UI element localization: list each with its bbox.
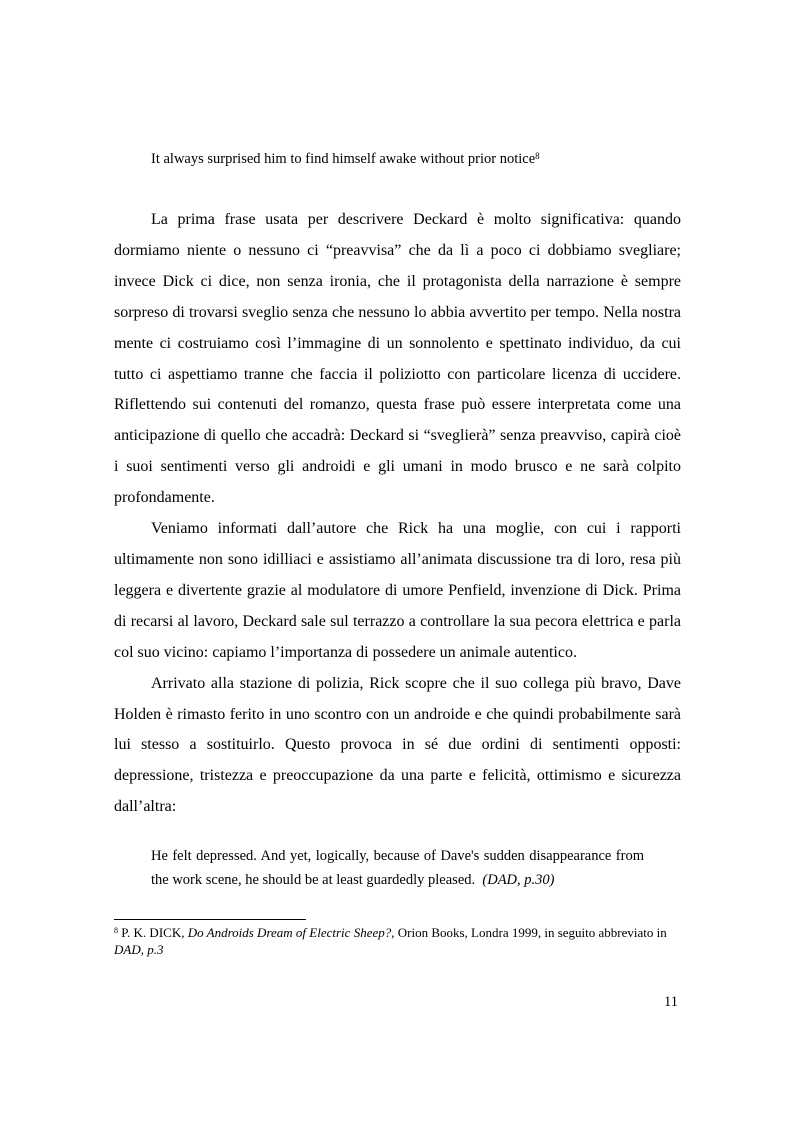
block-quote-citation: (DAD, p.30) — [482, 872, 555, 888]
footnote-publisher: , Orion Books, Londra 1999, — [391, 925, 542, 940]
footnote-number: 8 — [114, 926, 118, 935]
footnote-reference[interactable]: 8 — [535, 151, 540, 161]
body-text — [114, 205, 681, 823]
footnote-title: Do Androids Dream of Electric Sheep? — [187, 925, 392, 940]
footnote — [114, 925, 686, 958]
paragraph-rick-wife: Veniamo informati dall’autore che Rick ha una moglie, con cui i rapporti ultimamente non sono idilliaci e assistiamo all’animata discussione tra di loro, resa più leggera e divertente grazie al modulatore di umore Penfield, invenzione di Dick. Prima di recarsi al lavoro, Deckard sale sul terrazzo a controllare la sua pecora elettrica e parla col suo vicino: capiamo l’importanza di possedere un animale autentico. — [114, 520, 681, 661]
opening-quote-text: It always surprised him to find himself awake without prior notice — [151, 151, 536, 167]
page-number: 11 — [664, 994, 678, 1010]
footnote-note: in seguito abbreviato in — [541, 925, 667, 940]
footnote-abbrev: DAD, p.3 — [114, 941, 164, 957]
opening-quote — [151, 150, 540, 168]
footnote-author: P. K. DICK, — [121, 925, 185, 940]
block-quote-text: He felt depressed. And yet, logically, because of Dave's sudden disappearance from the work scene, he should be at least guardedly pleased. — [151, 848, 644, 888]
footnote-divider — [114, 919, 306, 920]
paragraph-police-station: Arrivato alla stazione di polizia, Rick scopre che il suo collega più bravo, Dave Holden è rimasto ferito in uno scontro con un androide e che quindi probabilmente sarà lui stesso a sostituirlo. Questo provoca in sé due ordini di sentimenti opposti: depressione, tristezza e preoccupazione da una parte e felicità, ottimismo e sicurezza dall’altra: — [114, 674, 681, 816]
paragraph-deckard-intro: La prima frase usata per descrivere Deckard è molto significativa: quando dormiamo niente o nessuno ci “preavvisa” che da lì a poco ci dobbiamo svegliare; invece Dick ci dice, non senza ironia, che il protagonista della narrazione è sempre sorpreso di trovarsi sveglio senza che nessuno lo abbia avvertito per tempo. Nella nostra mente ci costruiamo così l’immagine di un sonnolento e spettinato individuo, da cui tutto ci aspettiamo tranne che faccia il poliziotto con particolare licenza di uccidere. Riflettendo sui contenuti del romanzo, questa frase può essere interpretata come una anticipazione di quello che accadrà: Deckard si “sveglierà” senza preavviso, capirà cioè i suoi sentimenti verso gli androidi e gli umani in modo brusco e ne sarà colpito profondamente. — [114, 211, 681, 507]
block-quote — [151, 844, 644, 892]
